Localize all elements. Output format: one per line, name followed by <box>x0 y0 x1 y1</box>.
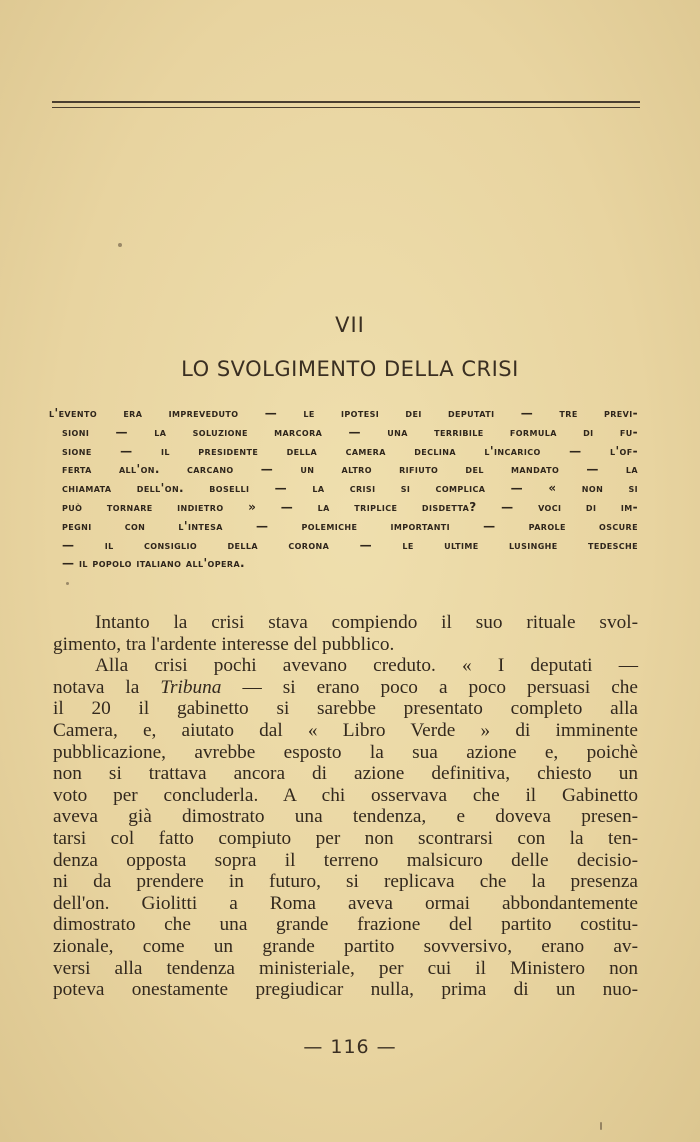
text-line: Alla crisi pochi avevano creduto. « I deputati — <box>95 655 638 677</box>
text-line: dell'on. Giolitti a Roma aveva ormai abbondantemente <box>53 892 638 914</box>
chapter-summary <box>49 404 638 573</box>
chapter-title: LO SVOLGIMENTO DELLA CRISI <box>181 357 519 381</box>
text-line: versi alla tendenza ministeriale, per cui il Ministero non <box>53 957 638 979</box>
summary-line: può tornare indietro » — la triplice disdetta? — voci di im- <box>62 499 638 514</box>
text-line: voto per concluderla. A chi osservava che il Gabinetto <box>53 784 638 806</box>
text-line: il 20 il gabinetto si sarebbe presentato completo alla <box>53 698 638 720</box>
page-number: — 116 — <box>303 1036 397 1058</box>
text-line <box>53 677 638 699</box>
text-line: Intanto la crisi stava compiendo il suo rituale svol- <box>95 612 638 633</box>
text-line: gimento, tra l'ardente interesse del pubblico. <box>53 633 395 655</box>
text-line: ni da prendere in futuro, si replicava che la presenza <box>53 871 638 893</box>
paper-speck <box>118 243 122 247</box>
header-rule-thick <box>52 101 640 103</box>
summary-line: l'evento era impreveduto — le ipotesi dei deputati — tre previ- <box>49 406 638 420</box>
summary-line: — il popolo italiano all'opera. <box>62 556 245 571</box>
summary-line: chiamata dell'on. boselli — la crisi si complica — « non si <box>62 481 638 496</box>
header-rule-thin <box>52 107 640 108</box>
italic-title: Tribuna <box>160 676 222 698</box>
paper-speck <box>66 582 69 585</box>
text-line: zionale, come un grande partito sovversivo, erano av- <box>53 935 638 957</box>
text-line: tarsi col fatto compiuto per non scontrarsi con la ten- <box>53 827 638 849</box>
summary-line: — il consiglio della corona — le ultime lusinghe tedesche <box>62 537 638 552</box>
summary-line: ferta all'on. carcano — un altro rifiuto del mandato — la <box>62 462 638 477</box>
text-line: Camera, e, aiutato dal « Libro Verde » di imminente <box>53 719 638 741</box>
paper-speck <box>600 1122 602 1130</box>
summary-line: sioni — la soluzione marcora — una terribile formula di fu- <box>62 424 638 439</box>
summary-line: pegni con l'intesa — polemiche importanti — parole oscure <box>62 518 638 533</box>
text-line: denza opposta sopra il terreno malsicuro delle decisio- <box>53 849 638 871</box>
text-line: non si trattava ancora di azione definitiva, chiesto un <box>53 763 638 785</box>
text-fragment: — si erano poco a poco persuasi che <box>242 676 638 698</box>
summary-line: sione — il presidente della camera declina l'incarico — l'of- <box>62 443 638 458</box>
text-line: dimostrato che una grande frazione del partito costitu- <box>53 914 638 936</box>
text-fragment: notava la <box>53 676 140 698</box>
body-text <box>53 612 638 1001</box>
text-line: aveva già dimostrato una tendenza, e doveva presen- <box>53 806 638 828</box>
text-line: poteva onestamente pregiudicar nulla, prima di un nuo- <box>53 979 638 1001</box>
text-line: pubblicazione, avrebbe esposto la sua azione e, poichè <box>53 741 638 763</box>
chapter-number: VII <box>335 313 365 337</box>
